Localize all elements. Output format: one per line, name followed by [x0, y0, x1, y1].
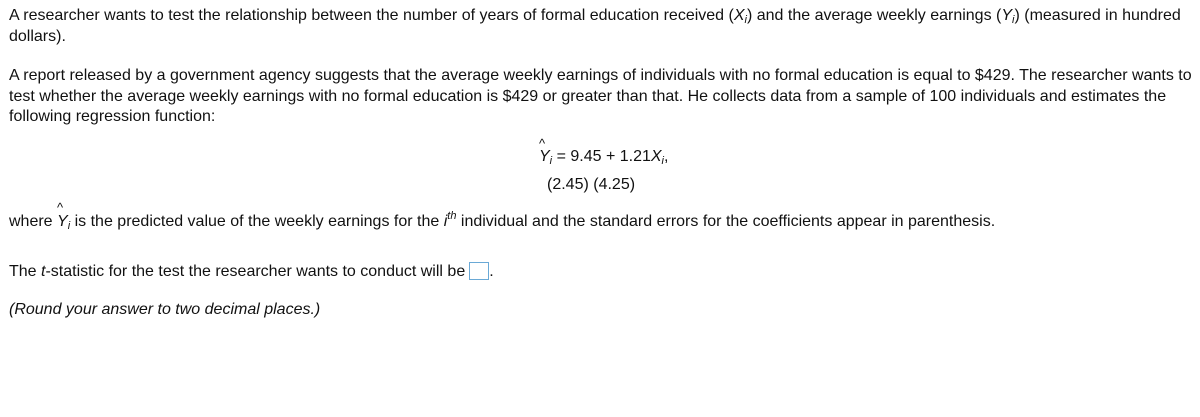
equation-comma: ,	[664, 148, 669, 165]
equation-y-hat: Y	[539, 148, 550, 165]
where-y-hat: Y	[57, 213, 68, 230]
where-th-superscript: th	[447, 210, 457, 222]
question-line	[9, 262, 1195, 283]
hat-accent: ^	[57, 200, 64, 215]
equation-x-subscript: i	[661, 155, 664, 167]
question-period: .	[489, 263, 494, 280]
equation-rhs: = 9.45 + 1.21	[552, 148, 651, 165]
question-text-start: The	[9, 263, 42, 280]
where-text-end: individual and the standard errors for the coefficients appear in parenthesis.	[456, 213, 996, 230]
question-text-end: -statistic for the test the researcher wants to conduct will be	[45, 263, 466, 280]
rounding-instruction: (Round your answer to two decimal places.)	[9, 301, 321, 318]
regression-equation	[539, 136, 669, 167]
report-paragraph: A report released by a government agency suggests that the average weekly earnings of individuals with no formal education is equal to $429. The researcher wants to test whether the average weekly earnings with no formal education is $429 or greater than that. He collects data from a sample of 100 individuals and estimates the following regression function:	[9, 67, 1192, 125]
where-word: where	[9, 213, 58, 230]
y-subscript: i	[1012, 14, 1015, 26]
where-paragraph	[9, 200, 1195, 233]
standard-errors: (2.45) (4.25)	[547, 176, 636, 193]
equation-y-subscript: i	[549, 155, 553, 167]
hat-accent: ^	[539, 136, 546, 151]
intro-text-start: A researcher wants to test the relationship between the number of years of formal education received (	[9, 7, 734, 24]
intro-paragraph	[9, 6, 1195, 47]
y-variable: Y	[1001, 7, 1013, 24]
answer-input[interactable]	[469, 262, 489, 280]
question-t-italic: t	[41, 263, 46, 280]
x-subscript: i	[744, 14, 747, 26]
where-y-subscript: i	[67, 220, 71, 232]
intro-text-middle: ) and the average weekly earnings (	[746, 7, 1002, 24]
x-variable: X	[733, 7, 745, 24]
equation-x: X	[650, 148, 662, 165]
where-text-middle: is the predicted value of the weekly earnings for the	[70, 213, 444, 230]
where-i-variable: i	[443, 213, 448, 230]
intro-text-end: ) (measured in hundred dollars).	[9, 7, 1181, 45]
